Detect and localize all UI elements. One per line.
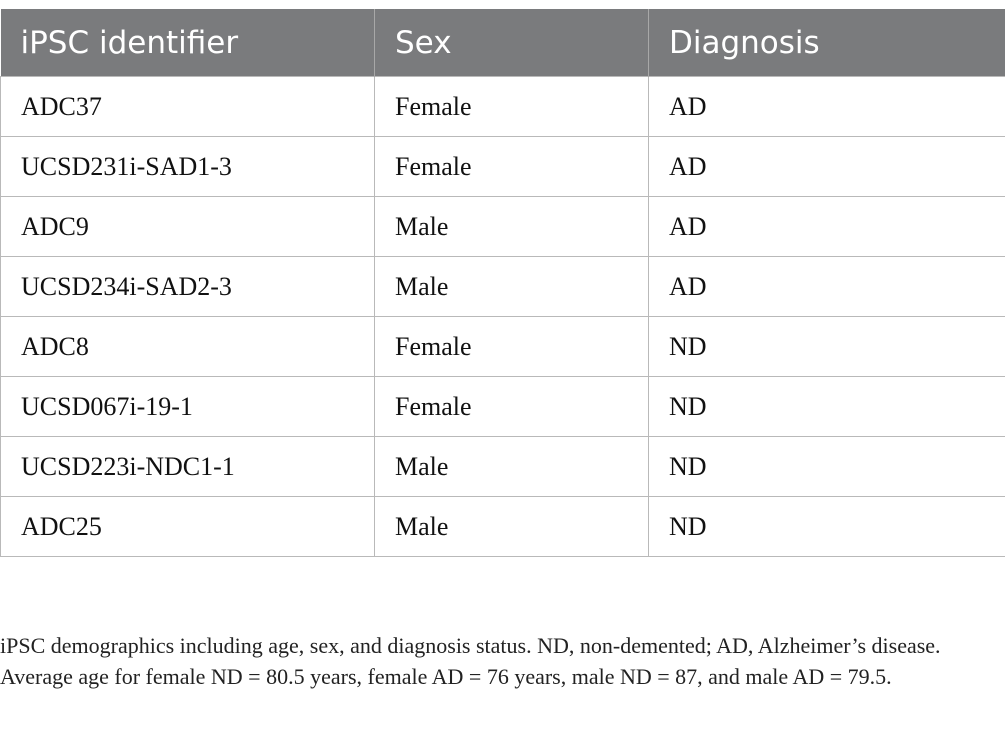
header-sex: Sex <box>375 9 649 77</box>
cell-ipsc-identifier: ADC8 <box>1 317 375 377</box>
table-row <box>1 137 1005 197</box>
demographics-table <box>0 9 1005 557</box>
cell-ipsc-identifier: UCSD234i-SAD2-3 <box>1 257 375 317</box>
cell-sex: Male <box>375 497 649 557</box>
table-row <box>1 317 1005 377</box>
cell-ipsc-identifier: ADC25 <box>1 497 375 557</box>
cell-diagnosis: AD <box>649 77 1005 137</box>
cell-sex: Female <box>375 317 649 377</box>
cell-sex: Female <box>375 137 649 197</box>
cell-sex: Male <box>375 257 649 317</box>
cell-diagnosis: AD <box>649 137 1005 197</box>
cell-ipsc-identifier: ADC9 <box>1 197 375 257</box>
cell-diagnosis: AD <box>649 197 1005 257</box>
table-row <box>1 77 1005 137</box>
cell-sex: Female <box>375 377 649 437</box>
table-row <box>1 497 1005 557</box>
table-row <box>1 437 1005 497</box>
cell-ipsc-identifier: UCSD223i-NDC1-1 <box>1 437 375 497</box>
table-caption: iPSC demographics including age, sex, and diagnosis status. ND, non-demented; AD, Alzheimer’s disease. Average age for female ND = 80.5 years, female AD = 76 years, male ND = 87, and male AD = 79.5. <box>0 633 941 689</box>
cell-ipsc-identifier: ADC37 <box>1 77 375 137</box>
cell-diagnosis: AD <box>649 257 1005 317</box>
header-diagnosis: Diagnosis <box>649 9 1005 77</box>
cell-diagnosis: ND <box>649 497 1005 557</box>
cell-sex: Male <box>375 197 649 257</box>
cell-diagnosis: ND <box>649 437 1005 497</box>
table-header-row <box>1 9 1005 77</box>
cell-diagnosis: ND <box>649 377 1005 437</box>
cell-ipsc-identifier: UCSD231i-SAD1-3 <box>1 137 375 197</box>
table-row <box>1 197 1005 257</box>
cell-sex: Male <box>375 437 649 497</box>
cell-sex: Female <box>375 77 649 137</box>
cell-ipsc-identifier: UCSD067i-19-1 <box>1 377 375 437</box>
table-row <box>1 257 1005 317</box>
cell-diagnosis: ND <box>649 317 1005 377</box>
table-row <box>1 377 1005 437</box>
header-ipsc-identifier: iPSC identifier <box>1 9 375 77</box>
